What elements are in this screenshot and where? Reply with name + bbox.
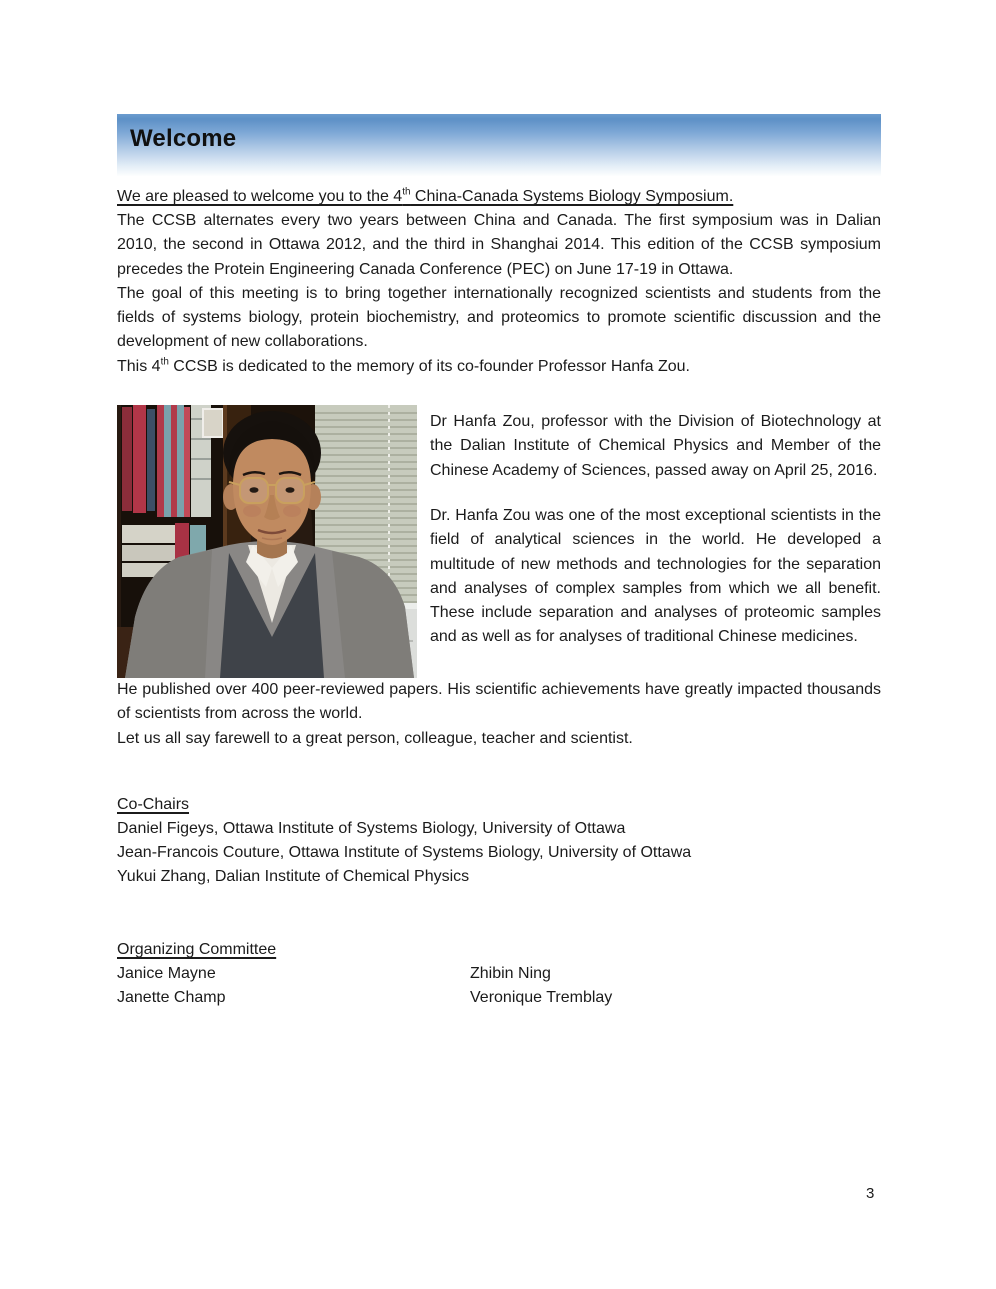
organizing-committee-heading: Organizing Committee — [117, 940, 277, 958]
paragraph-symposium-history: The CCSB alternates every two years between China and Canada. The first symposium was in Dalian 2010, the second in Ottawa 2012, and the third in Shanghai 2014. This edition of the CCSB symposium precedes the Protein Engineering Canada Conference (PEC) on June 17-19 in Ottawa. — [117, 212, 881, 278]
page-number: 3 — [866, 1185, 875, 1202]
committee-member: Janette Champ — [117, 988, 226, 1006]
intro-sentence — [117, 185, 881, 209]
co-chair-member: Yukui Zhang, Dalian Institute of Chemical Physics — [117, 867, 470, 885]
ordinal-superscript: th — [160, 356, 169, 368]
paragraph-meeting-goal: The goal of this meeting is to bring together internationally recognized scientists and students from the fields of systems biology, protein biochemistry, and proteomics to promote scientific discussion and the development of new collaborations. — [117, 284, 881, 351]
organizing-committee-section — [117, 938, 881, 1010]
paragraph-legacy: Dr. Hanfa Zou was one of the most exceptional scientists in the field of analytical sciences in the world. He developed a multitude of new methods and technologies for the separation and analyses of complex samples from which we all benefit. These include separation and analyses of proteomic samples and as well as for analyses of traditional Chinese medicines. — [430, 506, 881, 646]
co-chair-member: Daniel Figeys, Ottawa Institute of Systems Biology, University of Ottawa — [117, 819, 626, 837]
paragraph-farewell: Let us all say farewell to a great person, colleague, teacher and scientist. — [117, 729, 633, 747]
portrait-illustration — [117, 405, 417, 678]
page-title: Welcome — [130, 125, 237, 152]
organizing-committee-grid — [117, 962, 881, 1010]
paragraph-bio: Dr Hanfa Zou, professor with the Division of Biotechnology at the Dalian Institute of Chemical Physics and Member of the Chinese Academy of Sciences, passed away on April 25, 2016. — [430, 413, 881, 479]
paragraph-dedication: This 4th CCSB is dedicated to the memory of its co-founder Professor Hanfa Zou. — [117, 356, 690, 375]
committee-member: Janice Mayne — [117, 964, 216, 982]
intro-underlined-text: We are pleased to welcome you to the 4th China-Canada Systems Biology Symposium. — [117, 186, 734, 205]
co-chair-member: Jean-Francois Couture, Ottawa Institute of Systems Biology, University of Ottawa — [117, 843, 692, 861]
page-content — [117, 114, 881, 1010]
ordinal-superscript: th — [402, 186, 411, 198]
co-chairs-heading: Co-Chairs — [117, 795, 190, 813]
committee-member: Veronique Tremblay — [470, 988, 613, 1006]
tribute-text-column — [430, 405, 881, 650]
co-chairs-section — [117, 793, 881, 889]
paragraph-papers: He published over 400 peer-reviewed papers. His scientific achievements have greatly impacted thousands of scientists from across the world. — [117, 681, 881, 723]
committee-member: Zhibin Ning — [470, 964, 551, 982]
welcome-banner — [117, 114, 881, 176]
hanfa-zou-portrait-photo — [117, 405, 417, 678]
tribute-section — [117, 405, 881, 678]
